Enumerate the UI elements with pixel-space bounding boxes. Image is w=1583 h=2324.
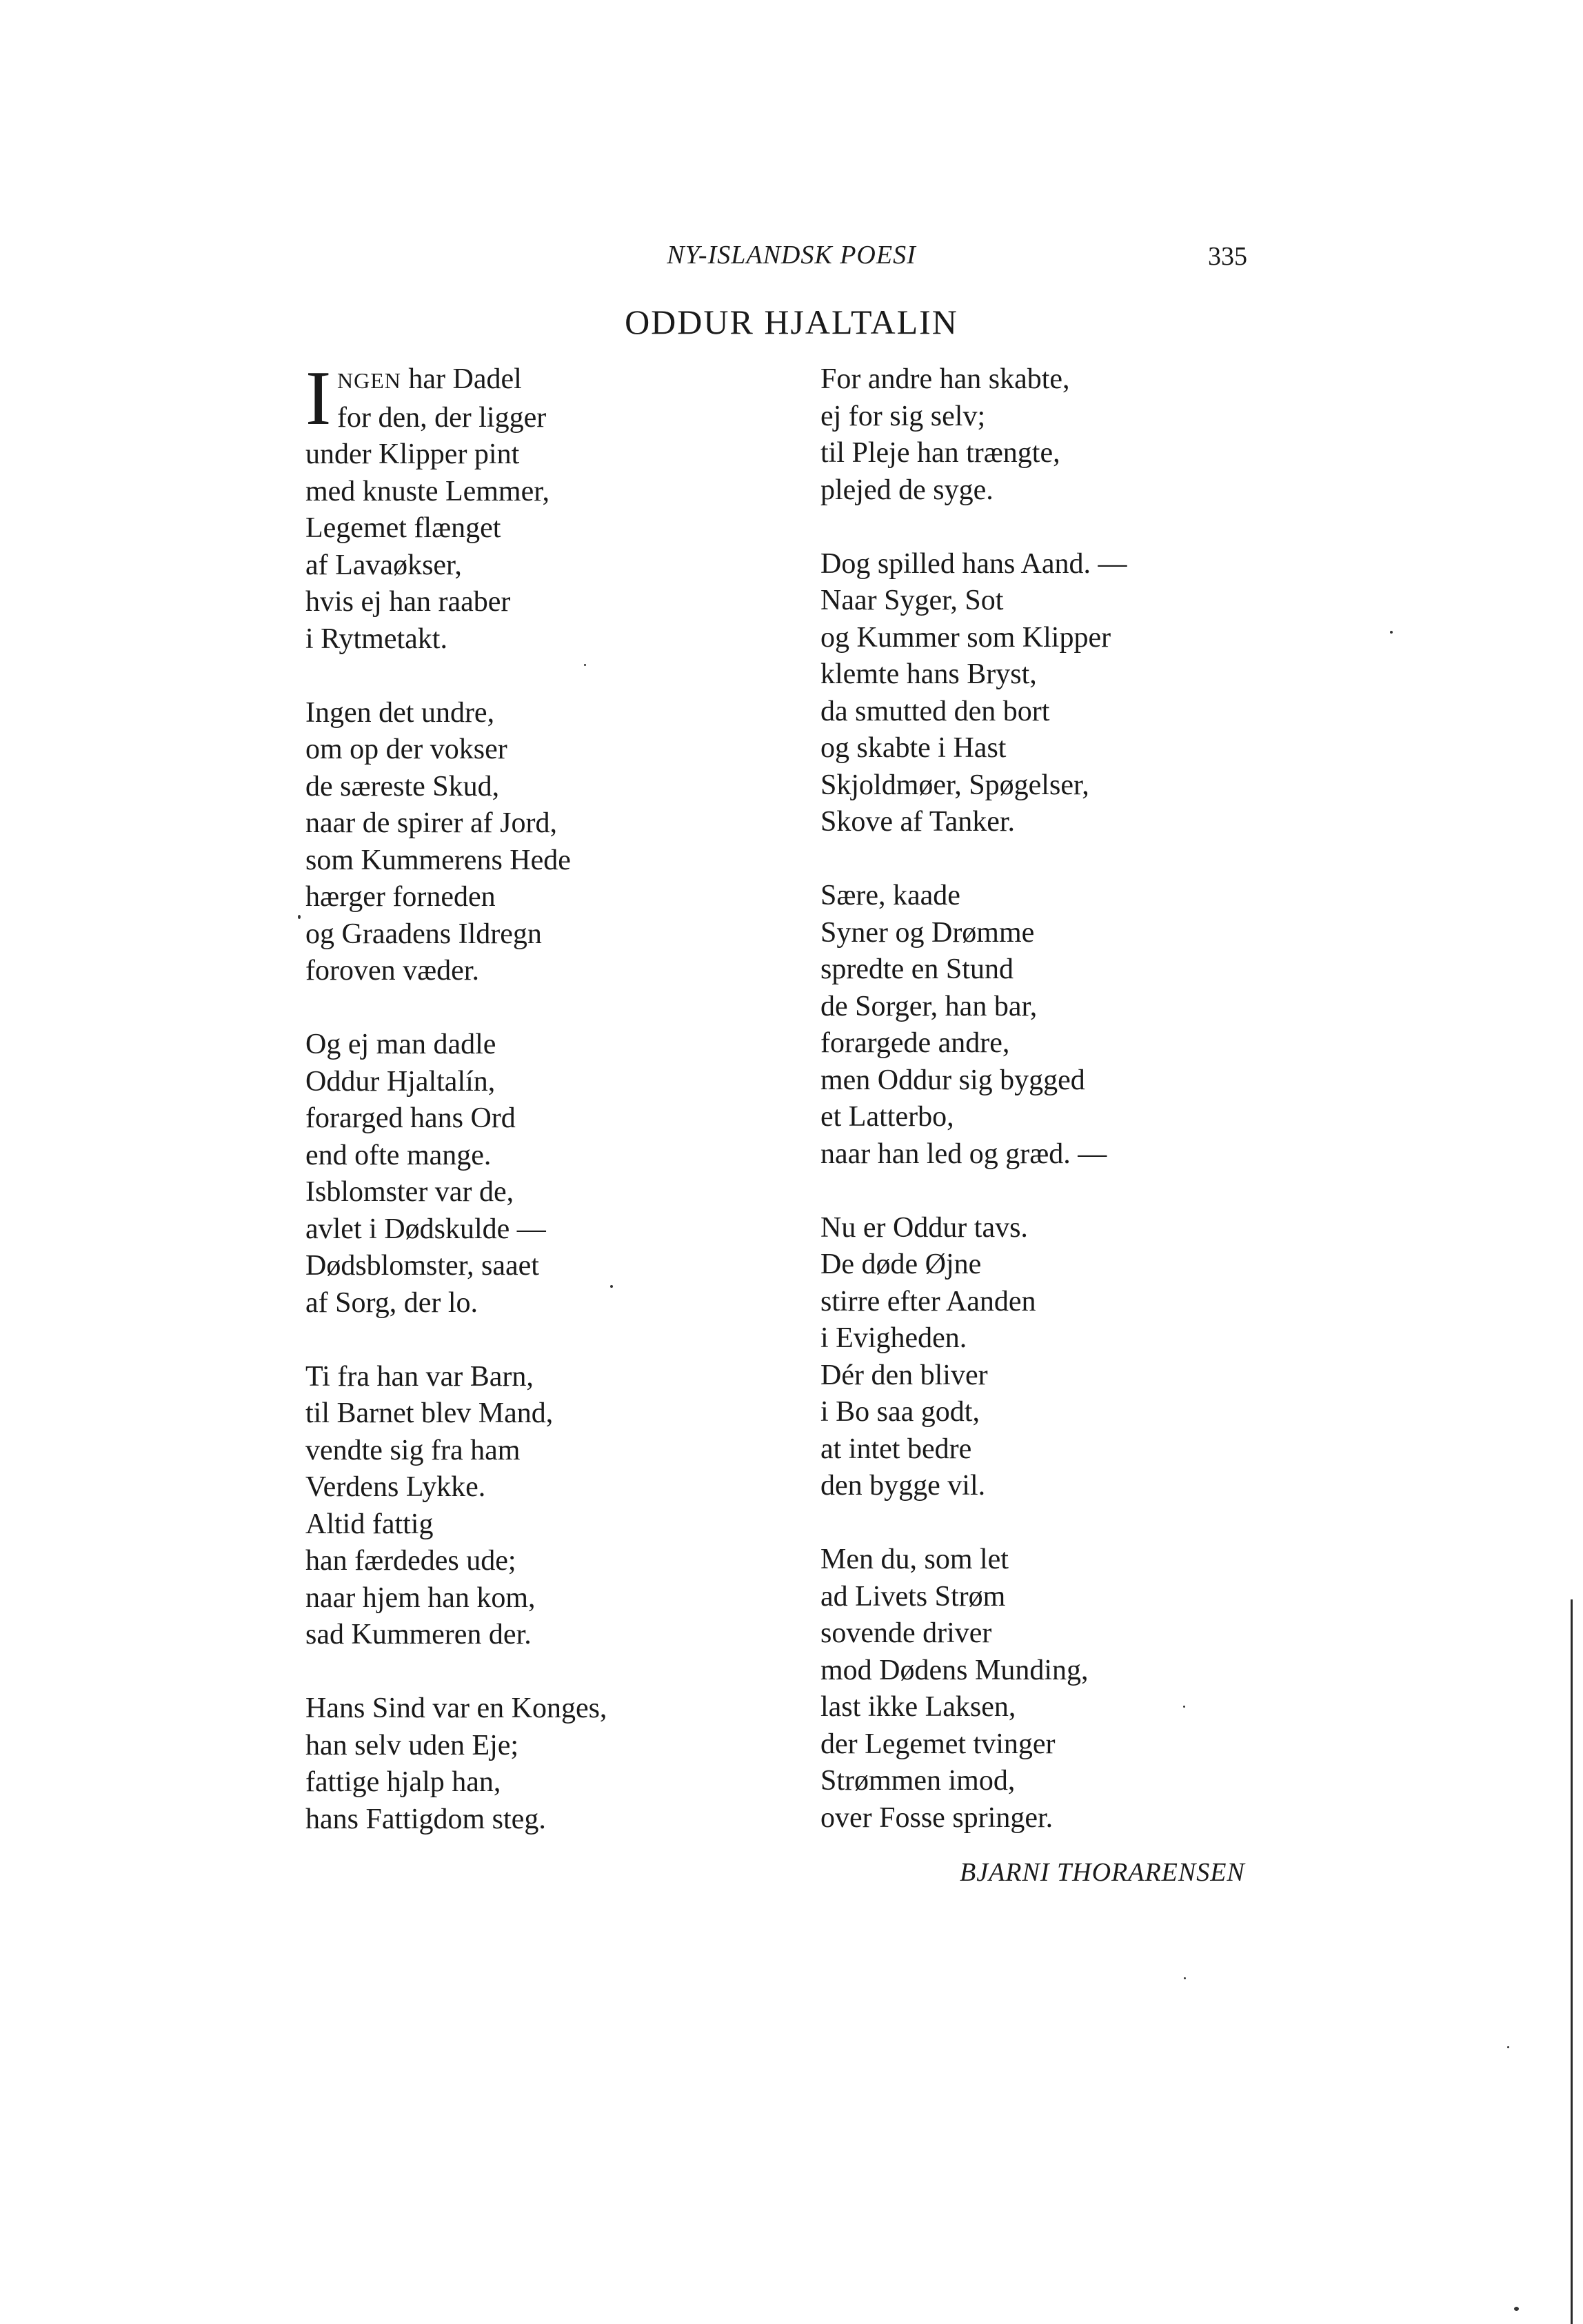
poem-line: over Fosse springer. <box>820 1801 1053 1834</box>
poem-line: Nu er Oddur tavs. <box>820 1211 1028 1244</box>
scan-speck <box>298 915 301 919</box>
stanza <box>820 878 1127 1173</box>
poem-line: Skjoldmøer, Spøgelser, <box>820 769 1089 801</box>
poem-line: de særeste Skud, <box>305 770 500 802</box>
poem-line: Naar Syger, Sot <box>820 585 1004 616</box>
poem-line: af Sorg, der lo. <box>305 1286 478 1319</box>
poem-line: ad Livets Strøm <box>820 1580 1006 1613</box>
poem-line: mod Dødens Munding, <box>820 1654 1089 1686</box>
scan-margin-line <box>1571 1599 1573 2324</box>
scan-speck <box>1183 1706 1185 1708</box>
poem-line: Altid fattig <box>305 1508 434 1540</box>
poem-line: naar de spirer af Jord, <box>305 807 557 839</box>
scan-speck <box>584 664 586 666</box>
scan-speck <box>1184 1977 1186 1979</box>
poem-line: Isblomster var de, <box>305 1176 514 1208</box>
poem-line: af Lavaøkser, <box>305 549 462 581</box>
scan-speck <box>1514 2307 1519 2311</box>
poem-line: at intet bedre <box>820 1433 972 1465</box>
poem-line: end ofte mange. <box>305 1139 492 1171</box>
poem-line: forarged hans Ord <box>305 1102 516 1134</box>
poem-line: da smutted den bort <box>820 695 1050 727</box>
poem-line <box>305 361 607 400</box>
poem-line: og Kummer som Klipper <box>820 621 1111 654</box>
author-signature: BJARNI THORARENSEN <box>960 1858 1245 1887</box>
stanza <box>305 1359 607 1654</box>
poem-line: Oddur Hjaltalín, <box>305 1065 496 1098</box>
poem-line: om op der vokser <box>305 734 507 765</box>
scan-speck <box>610 1285 613 1288</box>
scan-speck <box>1507 2046 1509 2048</box>
poem-line: med knuste Lemmer, <box>305 475 550 507</box>
poem-line: stirre efter Aanden <box>820 1285 1036 1317</box>
poem-line: klemte hans Bryst, <box>820 658 1037 690</box>
poem-line: for den, der ligger <box>337 401 547 434</box>
poem-line: Og ej man dadle <box>305 1029 496 1060</box>
poem-line: til Barnet blev Mand, <box>305 1397 554 1429</box>
poem-line: hans Fattigdom steg. <box>305 1803 546 1835</box>
poem-column-right <box>820 361 1127 1874</box>
poem-line: forargede andre, <box>820 1027 1010 1059</box>
poem-line: Dødsblomster, saaet <box>305 1250 539 1282</box>
stanza <box>305 1690 607 1838</box>
poem-line: i Rytmetakt. <box>305 623 447 655</box>
poem-line: Sære, kaade <box>820 880 960 911</box>
poem-line: hvis ej han raaber <box>305 586 511 618</box>
poem-line: last ikke Laksen, <box>820 1691 1016 1723</box>
running-head: NY-ISLANDSK POESI <box>667 241 916 270</box>
poem-line: Dér den bliver <box>820 1359 988 1391</box>
poem-line: der Legemet tvinger <box>820 1728 1056 1760</box>
poem-line: Skove af Tanker. <box>820 806 1016 838</box>
poem-line: fattige hjalp han, <box>305 1766 501 1798</box>
stanza <box>305 695 607 990</box>
page-number: 335 <box>1208 242 1247 271</box>
stanza <box>820 361 1127 509</box>
stanza <box>820 1542 1127 1837</box>
poem-line: Dog spilled hans Aand. — <box>820 547 1127 580</box>
poem-line: Ti fra han var Barn, <box>305 1360 534 1393</box>
poem-line: spredte en Stund <box>820 953 1014 985</box>
poem-line: i Evigheden. <box>820 1322 967 1354</box>
poem-line: plejed de syge. <box>820 474 994 506</box>
poem-line: foroven væder. <box>305 955 479 987</box>
poem-line: til Pleje han trængte, <box>820 437 1060 469</box>
poem-line: Men du, som let <box>820 1544 1009 1575</box>
poem-line: i Bo saa godt, <box>820 1396 980 1428</box>
poem-line: Hans Sind var en Konges, <box>305 1693 607 1724</box>
poem-line: avlet i Dødskulde — <box>305 1213 546 1245</box>
poem-line: De døde Øjne <box>820 1249 982 1280</box>
poem-line: Ingen det undre, <box>305 696 495 729</box>
poem-line: han færdedes ude; <box>305 1545 516 1577</box>
stanza <box>305 356 607 658</box>
drop-cap: I <box>305 356 332 441</box>
scan-speck <box>1390 631 1393 634</box>
poem-line: de Sorger, han bar, <box>820 990 1038 1022</box>
poem-line: Legemet flænget <box>305 512 501 544</box>
first-line-rest: har Dadel <box>401 363 522 395</box>
poem-line: Verdens Lykke. <box>305 1471 486 1503</box>
poem-line: sovende driver <box>820 1617 992 1649</box>
poem-line: men Oddur sig bygged <box>820 1064 1085 1096</box>
stanza <box>820 1210 1127 1505</box>
poem-line: den bygge vil. <box>820 1470 986 1502</box>
poem-line: hærger forneden <box>305 881 496 913</box>
poem-line: For andre han skabte, <box>820 363 1070 395</box>
poem-line: et Latterbo, <box>820 1101 954 1133</box>
poem-line: og Graadens Ildregn <box>305 918 542 950</box>
poem-line: som Kummerens Hede <box>305 844 571 876</box>
poem-line: naar han led og græd. — <box>820 1138 1107 1170</box>
stanza <box>305 1027 607 1322</box>
poem-line: Strømmen imod, <box>820 1765 1016 1797</box>
poem-line: under Klipper pint <box>305 438 520 470</box>
poem-line: ej for sig selv; <box>820 400 986 432</box>
stanza <box>820 546 1127 841</box>
poem-line: Syner og Drømme <box>820 916 1035 949</box>
first-word-smallcaps: NGEN <box>337 368 401 393</box>
poem-line: sad Kummeren der. <box>305 1619 532 1650</box>
poem-line: naar hjem han kom, <box>305 1582 536 1614</box>
poem-line: og skabte i Hast <box>820 732 1007 764</box>
poem-title: ODDUR HJALTALIN <box>625 303 958 341</box>
poem-column-left <box>305 356 607 1875</box>
poem-line: han selv uden Eje; <box>305 1729 519 1761</box>
poem-line: vendte sig fra ham <box>305 1434 521 1466</box>
